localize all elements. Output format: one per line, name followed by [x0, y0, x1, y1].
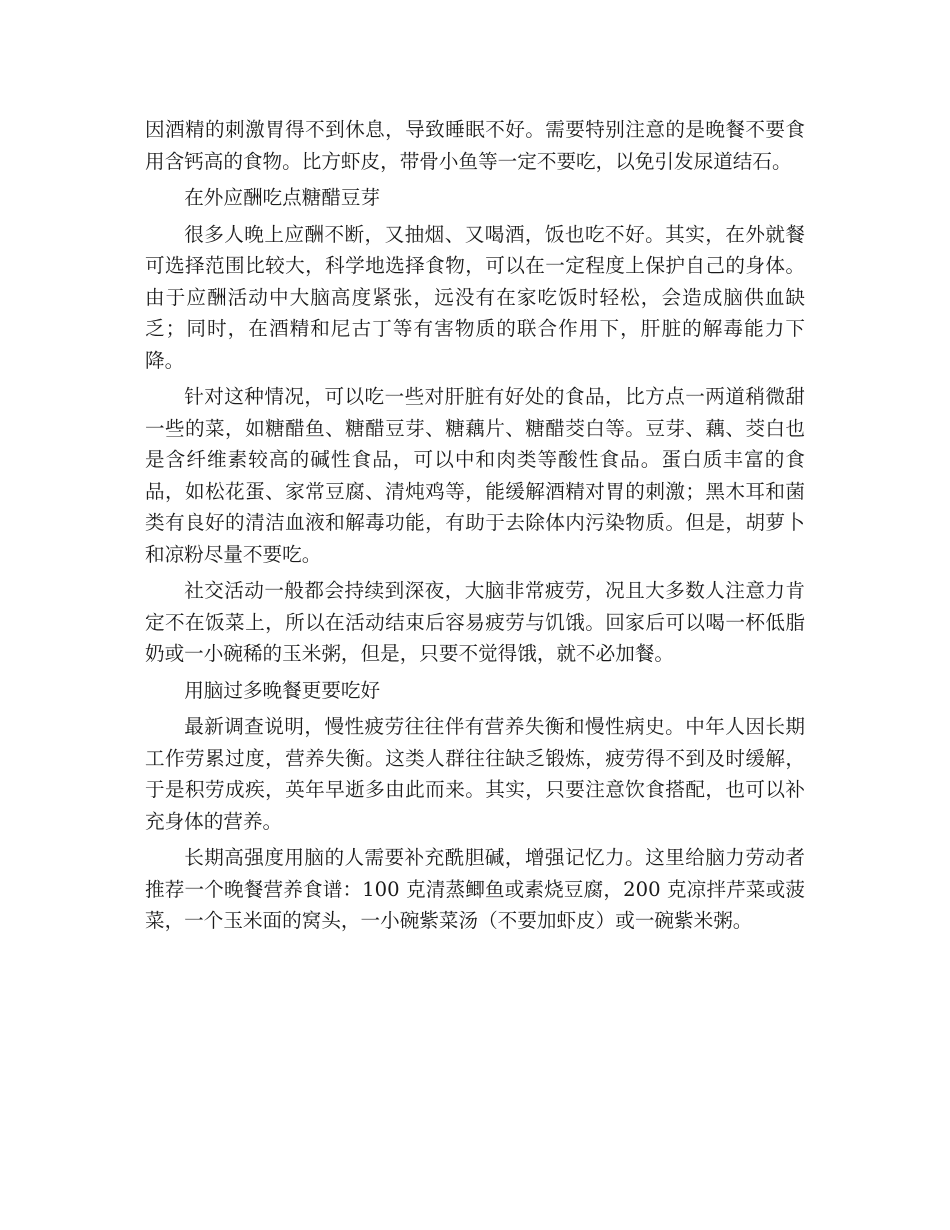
- paragraph-continuation: 因酒精的刺激胃得不到休息，导致睡眠不好。需要特别注意的是晚餐不要食用含钙高的食物。比方虾皮，带骨小鱼等一定不要吃，以免引发尿道结石。: [145, 118, 805, 173]
- paragraph: 针对这种情况，可以吃一些对肝脏有好处的食品，比方点一两道稍微甜一些的菜，如糖醋鱼、糖醋豆芽、糖藕片、糖醋茭白等。豆芽、藕、茭白也是含纤维素较高的碱性食品，可以中和肉类等酸性食品。蛋白质丰富的食品，如松花蛋、家常豆腐、清炖鸡等，能缓解酒精对胃的刺激；黑木耳和菌类有良好的清洁血液和解毒功能，有助于去除体内污染物质。但是，胡萝卜和凉粉尽量不要吃。: [145, 385, 805, 566]
- document-body: [145, 114, 805, 942]
- paragraph: 长期高强度用脑的人需要补充酰胆碱，增强记忆力。这里给脑力劳动者推荐一个晚餐营养食谱：100 克清蒸鲫鱼或素烧豆腐，200 克凉拌芹菜或菠菜，一个玉米面的窝头，一小碗紫菜汤（不要加虾皮）或一碗紫米粥。: [145, 846, 805, 932]
- paragraph: 社交活动一般都会持续到深夜，大脑非常疲劳，况且大多数人注意力肯定不在饭菜上，所以在活动结束后容易疲劳与饥饿。回家后可以喝一杯低脂奶或一小碗稀的玉米粥，但是，只要不觉得饿，就不必加餐。: [145, 579, 805, 665]
- paragraph: 很多人晚上应酬不断，又抽烟、又喝酒，饭也吃不好。其实，在外就餐可选择范围比较大，科学地选择食物，可以在一定程度上保护自己的身体。由于应酬活动中大脑高度紧张，远没有在家吃饭时轻松，会造成脑供血缺乏；同时，在酒精和尼古丁等有害物质的联合作用下，肝脏的解毒能力下降。: [145, 222, 805, 372]
- section-heading-brain-work: 用脑过多晚餐更要吃好: [184, 678, 381, 702]
- section-heading-dining-out: 在外应酬吃点糖醋豆芽: [184, 186, 381, 209]
- paragraph: 最新调查说明，慢性疲劳往往伴有营养失衡和慢性病史。中年人因长期工作劳累过度，营养失衡。这类人群往往缺乏锻炼，疲劳得不到及时缓解，于是积劳成疾，英年早逝多由此而来。其实，只要注意饮食搭配，也可以补充身体的营养。: [145, 715, 805, 833]
